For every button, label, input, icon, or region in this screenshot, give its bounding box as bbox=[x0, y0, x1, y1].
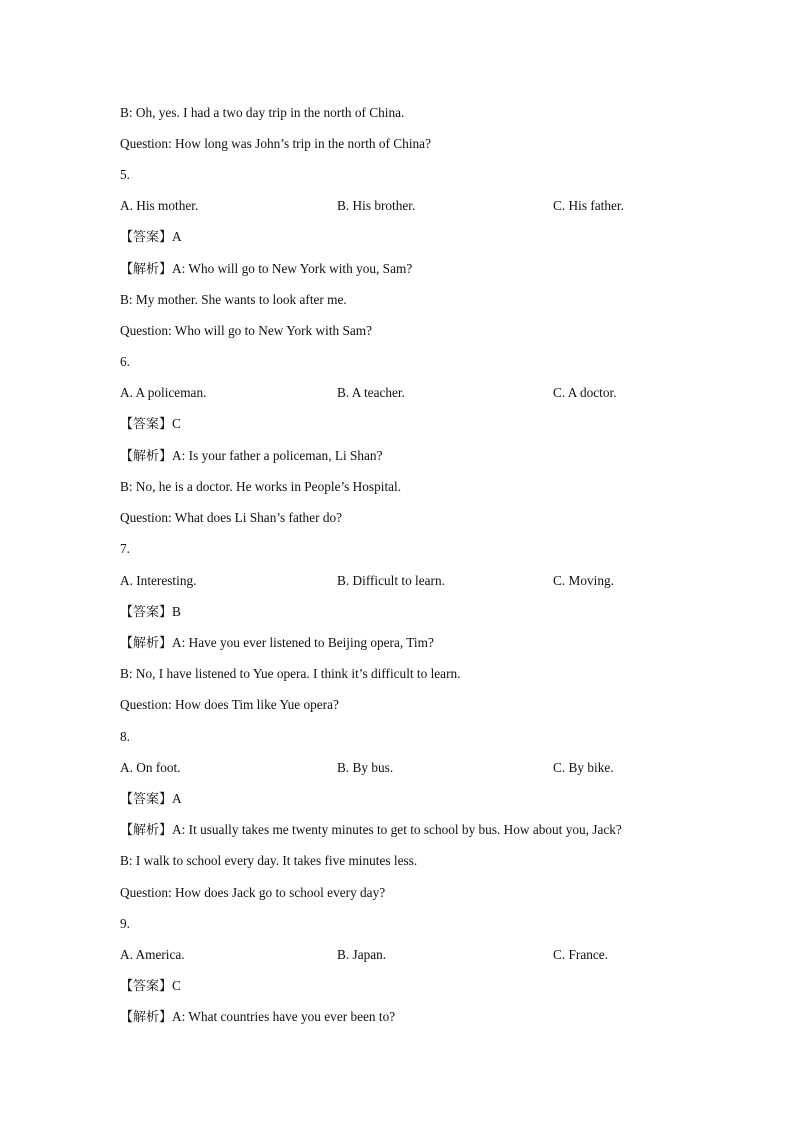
analysis-line bbox=[120, 1008, 395, 1027]
option-b: B. Difficult to learn. bbox=[337, 573, 445, 588]
dialogue-line-b: B: My mother. She wants to look after me. bbox=[120, 292, 347, 307]
analysis-tag: 【解析】 bbox=[120, 823, 173, 838]
question-line: Question: How does Tim like Yue opera? bbox=[120, 697, 339, 712]
analysis-tag: 【解析】 bbox=[120, 262, 173, 277]
option-b: B. His brother. bbox=[337, 198, 416, 213]
analysis-text: A: Is your father a policeman, Li Shan? bbox=[172, 448, 383, 463]
option-c: C. By bike. bbox=[553, 760, 614, 775]
answer-value: B bbox=[172, 604, 181, 619]
answer-line bbox=[120, 415, 181, 434]
answer-line bbox=[120, 603, 181, 622]
question-number: 6. bbox=[120, 354, 130, 369]
question-line: Question: How does Jack go to school every day? bbox=[120, 885, 386, 900]
dialogue-line-b: B: Oh, yes. I had a two day trip in the north of China. bbox=[120, 105, 405, 120]
dialogue-line-b: B: No, he is a doctor. He works in People’s Hospital. bbox=[120, 479, 402, 494]
answer-tag: 【答案】 bbox=[120, 792, 173, 807]
answer-tag: 【答案】 bbox=[120, 417, 173, 432]
option-c: C. A doctor. bbox=[553, 385, 617, 400]
answer-line bbox=[120, 977, 181, 996]
option-a: A. Interesting. bbox=[120, 573, 197, 588]
option-a: A. On foot. bbox=[120, 760, 181, 775]
question-number: 8. bbox=[120, 729, 130, 744]
option-a: A. His mother. bbox=[120, 198, 199, 213]
answer-value: A bbox=[172, 791, 182, 806]
option-a: A. America. bbox=[120, 947, 185, 962]
analysis-line bbox=[120, 447, 382, 466]
analysis-text: A: What countries have you ever been to? bbox=[172, 1009, 396, 1024]
option-b: B. A teacher. bbox=[337, 385, 405, 400]
answer-tag: 【答案】 bbox=[120, 979, 173, 994]
analysis-text: A: Who will go to New York with you, Sam? bbox=[172, 261, 413, 276]
question-line: Question: What does Li Shan’s father do? bbox=[120, 510, 343, 525]
analysis-line bbox=[120, 634, 434, 653]
analysis-line bbox=[120, 260, 412, 279]
answer-line bbox=[120, 228, 182, 247]
analysis-tag: 【解析】 bbox=[120, 636, 173, 651]
question-line: Question: Who will go to New York with Sam? bbox=[120, 323, 373, 338]
question-line: Question: How long was John’s trip in the north of China? bbox=[120, 136, 431, 151]
answer-tag: 【答案】 bbox=[120, 230, 173, 245]
answer-value: C bbox=[172, 416, 181, 431]
analysis-text: A: It usually takes me twenty minutes to get to school by bus. How about you, Jack? bbox=[172, 822, 622, 837]
answer-line bbox=[120, 790, 182, 809]
option-c: C. Moving. bbox=[553, 573, 614, 588]
answer-tag: 【答案】 bbox=[120, 605, 173, 620]
answer-value: A bbox=[172, 229, 182, 244]
dialogue-line-b: B: No, I have listened to Yue opera. I think it’s difficult to learn. bbox=[120, 666, 461, 681]
analysis-tag: 【解析】 bbox=[120, 449, 173, 464]
analysis-line bbox=[120, 821, 622, 840]
analysis-tag: 【解析】 bbox=[120, 1010, 173, 1025]
option-c: C. France. bbox=[553, 947, 609, 962]
dialogue-line-b: B: I walk to school every day. It takes five minutes less. bbox=[120, 853, 418, 868]
option-b: B. By bus. bbox=[337, 760, 394, 775]
option-a: A. A policeman. bbox=[120, 385, 207, 400]
option-c: C. His father. bbox=[553, 198, 624, 213]
option-b: B. Japan. bbox=[337, 947, 387, 962]
analysis-text: A: Have you ever listened to Beijing opera, Tim? bbox=[172, 635, 434, 650]
answer-value: C bbox=[172, 978, 181, 993]
question-number: 7. bbox=[120, 541, 130, 556]
question-number: 9. bbox=[120, 916, 130, 931]
question-number: 5. bbox=[120, 167, 130, 182]
